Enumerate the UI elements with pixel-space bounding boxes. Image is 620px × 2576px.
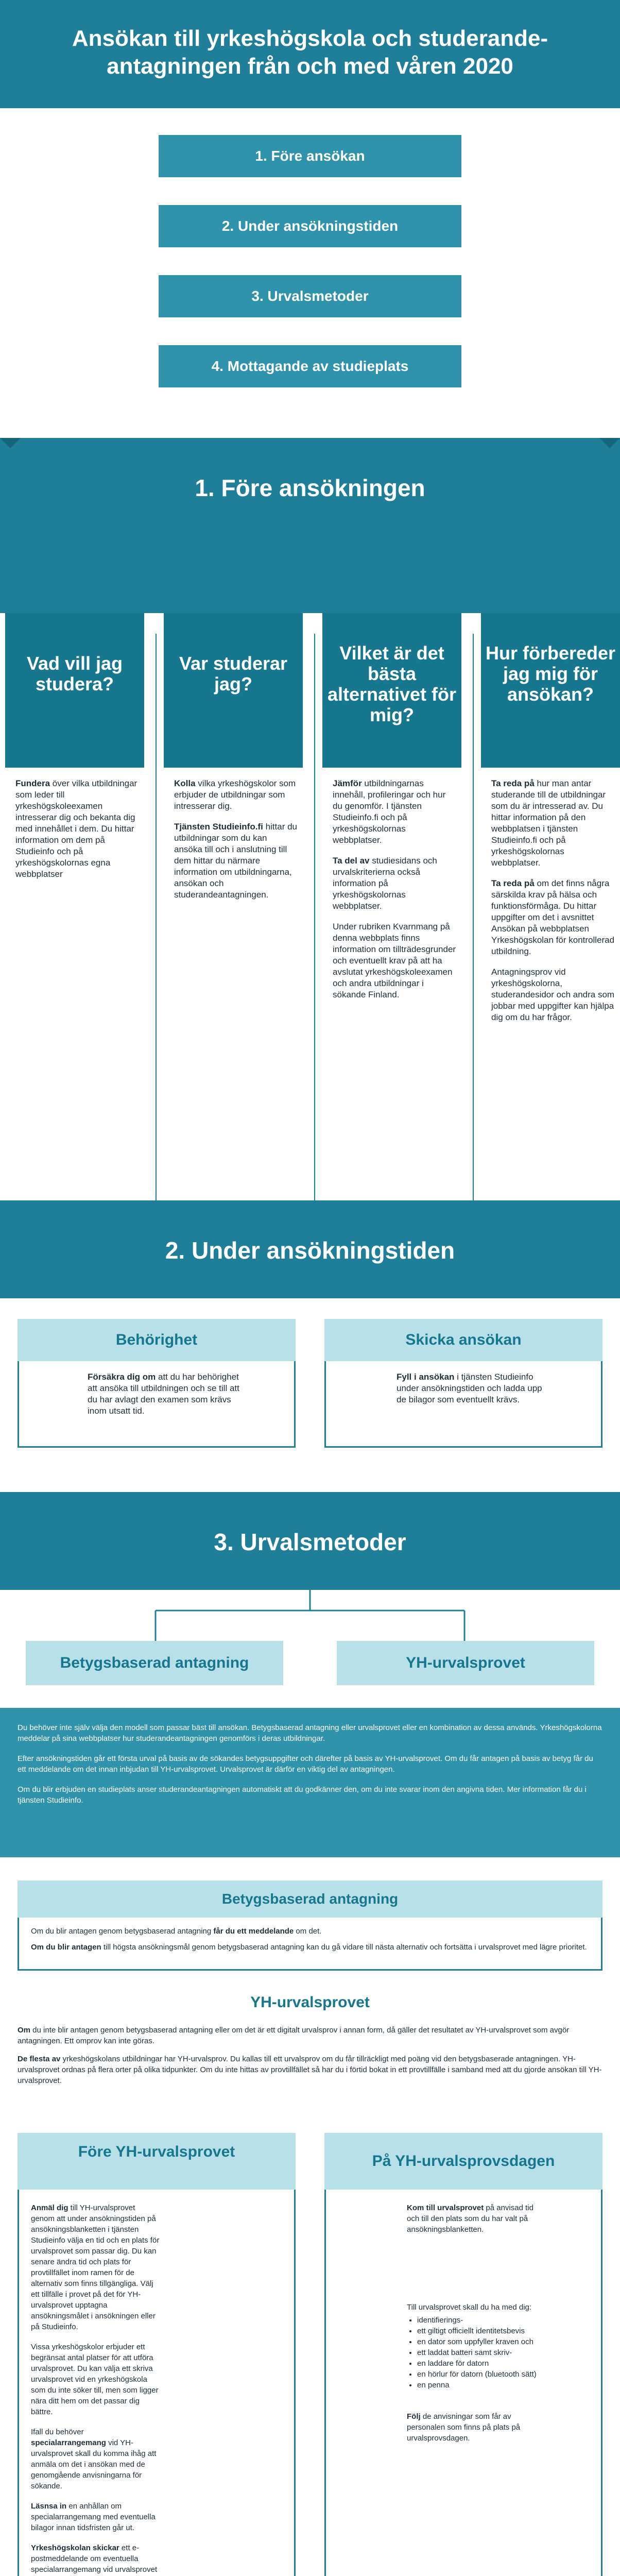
section1-band bbox=[0, 438, 620, 613]
divider bbox=[473, 634, 474, 1200]
box-behorighet-text: Försäkra dig om att du har behörighet att ansöka till utbildningen och se till att du har avlagt den examen som krävs inom utsatt tid. bbox=[88, 1372, 239, 1416]
items-list: • identifierings- • ett giltigt officiellt identitetsbevis • en dator som uppfyller kraven och • ett laddat batteri samt skriv- • en laddare för datorn • en hörlur för datorn (bluetooth sätt) • en penna bbox=[407, 2315, 541, 2391]
box-fore-yh-head: Före YH-urvalsprovet bbox=[18, 2133, 296, 2190]
toc-item-1[interactable]: 1. Före ansökan bbox=[159, 135, 461, 177]
col1-head: Vad vill jag studera? bbox=[5, 613, 144, 768]
page-title: Ansökan till yrkeshögskola och studerande- antagningen från och med våren 2020 bbox=[72, 26, 548, 79]
box-betygsbaserad-text: Om du blir antagen genom betygsbaserad antagning får du ett meddelande om det. Om du blir antagen till högsta ansökningsmål genom betygsbaserad antagning kan du gå vidare till nästa alternativ och fortsätta i urvalsprovet med lägre prioritet. bbox=[31, 1927, 587, 1952]
branch-yh: YH-urvalsprovet bbox=[337, 1641, 594, 1685]
box-betygsbaserad-head: Betygsbaserad antagning bbox=[18, 1880, 602, 1918]
col3-head: Vilket är det bästa alternativet för mig? bbox=[322, 613, 461, 768]
col4-head: Hur förbereder jag mig för ansökan? bbox=[481, 613, 620, 768]
col2-head: Var studerar jag? bbox=[164, 613, 303, 768]
section2-heading: 2. Under ansökningstiden bbox=[165, 1237, 455, 1264]
col1-body: Fundera över vilka utbildningar som leder till yrkeshögskoleexamen intresserar dig och bekanta dig med innehållet i dem. Du hittar information om dem på Studieinfo och på yrkeshögskolornas egna webbplatser bbox=[15, 778, 137, 879]
section1-heading: 1. Före ansökningen bbox=[195, 474, 425, 501]
yh-heading: YH-urvalsprovet bbox=[250, 1994, 370, 2011]
box-fore-yh-text: Anmäl dig till YH-urvalsprovet genom att under ansökningstiden på ansökningsblanketten i tjänsten Studieinfo välja en tid och en plats för urvalsprovet som passar dig. Du kan senare ändra tid och plats för provtillfället inom ramen för de alternativ som finns tillgängliga. Välj ett tillfälle i provet på det för YH-urvalsprovet upptagna ansökningsmålet i ansökningen eller på Studieinfo. Vissa yrkeshögskolor erbjuder ett begränsat antal platser för att utföra urvalsprovet. Du kan välja ett skriva urvalsprovet vid en yrkeshögskola som du inte söker till, men som ligger nära ditt hem om det passar dig bättre. Ifall du behöver specialarrangemang vid YH-urvalsprovet skall du komma ihåg att anmäla om det i ansökan med de genomgående anvisningarna för sökande. Läsnsa in en anhållan om specialarrangemang med eventuella bilagor innan tidsfristen går ut. Yrkeshögskolan skickar ett e-postmeddelande om eventuella specialarrangemang vid urvalsprovet bbox=[31, 2204, 160, 2574]
branch-betyg: Betygsbaserad antagning bbox=[26, 1641, 283, 1685]
yh-text: Om du inte blir antagen genom betygsbaserad antagning eller om det är ett digitalt urvalsprov i annan form, då gäller det resultatet av YH-urvalsprovet som avgör antagningen. Ett omprov kan inte göras. De flesta av yrkeshögskolans utbildningar har YH-urvalsprov. Du kallas till ett urvalsprov om du får tillräckligt med poäng vid den betygsbaserade antagningen. YH-urvalsprovet ordnas på flera orter på olika tidpunkter. Om du inte hittas av provtillfället så har du i förtid bokat in ett provtillfälle i samband med att du gjorde ansökan till YH-urvalsprovet. bbox=[18, 2026, 602, 2085]
col2-body: Kolla vilka yrkeshögskolor som erbjuder de utbildningar som intresserar dig. Tjänsten Studieinfo.fi hittar du utbildningar som du kan ansöka till och i anslutning till dem hittar du närmare information om utbildningarna, ansökan och studerandeantagningen. bbox=[174, 778, 297, 900]
toc-item-4[interactable]: 4. Mottagande av studieplats bbox=[159, 345, 461, 387]
toc-item-3[interactable]: 3. Urvalsmetoder bbox=[159, 275, 461, 317]
box-pa-yh-text: Kom till urvalsprovet på anvisad tid och till den plats som du har valt på ansökningsblanketten. Till urvalsprovet skall du ha med dig: • identifierings- • ett giltigt officiellt identitetsbevis • en dator som uppfyller kraven och • ett laddat batteri samt skriv- • en laddare för datorn • en hörlur för datorn (bluetooth sätt) • en penna Följ de anvisningar som får av personalen som finns på plats på urvalsprovsdagen. bbox=[407, 2202, 541, 2453]
section3-band bbox=[0, 1492, 620, 1590]
box-skicka-text: Fyll i ansökan i tjänsten Studieinfo under ansökningstiden och ladda upp de bilagor som eventuellt krävs. bbox=[397, 1372, 542, 1404]
toc-item-2[interactable]: 2. Under ansökningstiden bbox=[159, 205, 461, 247]
section2-band bbox=[0, 1200, 620, 1298]
divider bbox=[156, 634, 157, 1200]
section3-heading: 3. Urvalsmetoder bbox=[214, 1529, 406, 1555]
section3-intro: Du behöver inte själv välja den modell som passar bäst till ansökan. Betygsbaserad antagning eller urvalsprovet eller en kombination av dessa används. Yrkeshögskolorna meddelar på sina webbplatser hur studerandeantagningen genomförs i deras utbildningar. Efter ansökningstiden går ett första urval på basis av de sökandes betygsuppgifter och därefter på basis av YH-urvalsprovet. Om du får antagen på basis av betyg får du ett meddelande om det innan inbjudan till YH-urvalsprovet. Urvalsprovet är därför en viktig del av antagningen. Om du blir erbjuden en studieplats anser studerandeantagningen automatiskt att du godkänner den, om du inte svarar inom den angivna tiden. Mer information får du i tjänsten Studieinfo. bbox=[0, 1708, 620, 1857]
box-behorighet-head: Behörighet bbox=[18, 1319, 296, 1361]
divider bbox=[314, 634, 315, 1200]
decor-chevron bbox=[0, 438, 620, 613]
col3-body: Jämför utbildningarnas innehåll, profileringar och hur du genomför. I tjänsten Studieinfo.fi och på yrkeshögskolornas webbplatser. Ta del av studiesidans och urvalskriterierna också information på yrkeshögskolornas webbplatser. Under rubriken Kvarnmang på denna webbplats finns information om tillträdesgrunder och eventuellt krav på att ha avslutat yrkeshögskoleexamen och andra utbildningar i sökande Finland. bbox=[333, 778, 456, 999]
box-pa-yh-head: På YH-urvalsprovsdagen bbox=[324, 2133, 602, 2190]
col4-body: Ta reda på hur man antar studerande till de utbildningar som du är intresserad av. Du hittar information på den webbplatsen i tjänsten Studieinfo.fi och på yrkeshögskolornas webbplatser. Ta reda på om det finns några särskilda krav på hälsa och funktionsförmåga. Du hittar uppgifter om det i avsnittet Ansökan på webbplatsen Yrkeshögskolan för kontrollerad utbildning. Antagningsprov vid yrkeshögskolorna, studerandesidor och andra som jobbar med uppgifter kan hjälpa dig om du har frågor. bbox=[491, 778, 615, 1022]
header-banner bbox=[0, 0, 620, 108]
box-skicka-head: Skicka ansökan bbox=[324, 1319, 602, 1361]
